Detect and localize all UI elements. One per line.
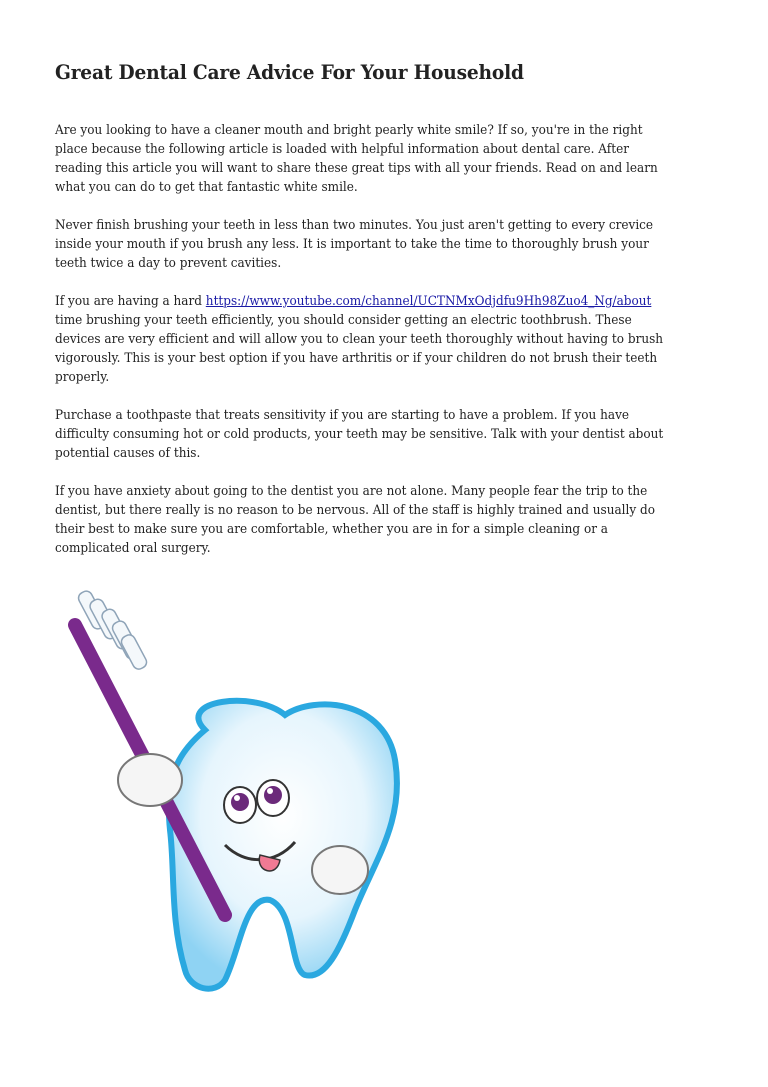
text-line: Are you looking to have a cleaner mouth and bright pearly white smile? If so, you're in the right	[55, 123, 643, 138]
youtube-link[interactable]: https://www.youtube.com/channel/UCTNMxOdjdfu9Hh98Zuo4_Ng/about	[205, 294, 652, 309]
right-hand	[312, 846, 368, 894]
text-line: teeth twice a day to prevent cavities.	[55, 256, 282, 271]
lead-text: If you are having a hard	[55, 294, 206, 309]
paragraph-electric-toothbrush	[55, 292, 755, 387]
text-line: properly.	[55, 370, 110, 385]
text-line: dentist, but there really is no reason to be nervous. All of the staff is highly trained and usually do	[55, 503, 656, 518]
paragraph-intro	[55, 121, 755, 197]
text-line: complicated oral surgery.	[55, 541, 211, 556]
text-line: If you have anxiety about going to the dentist you are not alone. Many people fear the trip to the	[55, 484, 648, 499]
text-line: what you can do to get that fantastic white smile.	[55, 180, 358, 195]
text-line: their best to make sure you are comfortable, whether you are in for a simple cleaning or a	[55, 522, 608, 537]
text-line: reading this article you will want to share these great tips with all your friends. Read on and learn	[55, 161, 658, 176]
page-title: Great Dental Care Advice For Your Household	[55, 60, 524, 84]
tooth-shape	[169, 701, 397, 989]
text-line: inside your mouth if you brush any less. It is important to take the time to thoroughly brush your	[55, 237, 649, 252]
paragraph-anxiety	[55, 482, 755, 558]
left-hand	[118, 754, 182, 806]
text-line: Purchase a toothpaste that treats sensitivity if you are starting to have a problem. If you have	[55, 408, 630, 423]
text-line: place because the following article is loaded with helpful information about dental care. After	[55, 142, 629, 157]
tooth-toothbrush-illustration	[55, 580, 415, 1000]
paragraph-two-minutes	[55, 216, 755, 273]
text-line: vigorously. This is your best option if you have arthritis or if your children do not brush their teeth	[55, 351, 658, 366]
text-line: time brushing your teeth efficiently, you should consider getting an electric toothbrush. These	[55, 313, 632, 328]
text-line: difficulty consuming hot or cold products, your teeth may be sensitive. Talk with your dentist about	[55, 427, 664, 442]
paragraph-sensitivity	[55, 406, 755, 463]
text-line: Never finish brushing your teeth in less than two minutes. You just aren't getting to every crevice	[55, 218, 654, 233]
text-line: potential causes of this.	[55, 446, 201, 461]
text-line: devices are very efficient and will allow you to clean your teeth thoroughly without having to brush	[55, 332, 664, 347]
text-line	[55, 292, 685, 311]
article-body	[55, 121, 755, 577]
